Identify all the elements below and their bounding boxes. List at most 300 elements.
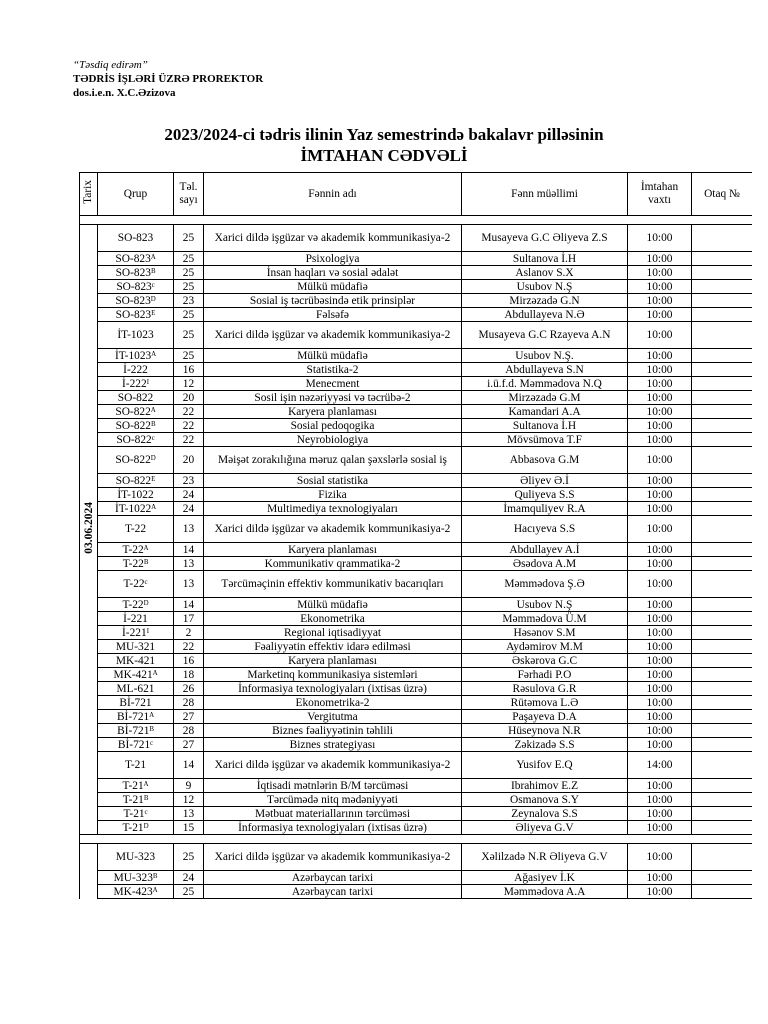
- exam-time-cell: 10:00: [628, 738, 692, 752]
- student-count-cell: 27: [174, 710, 204, 724]
- group-cell: ML-621: [98, 682, 174, 696]
- exam-time-cell: 10:00: [628, 640, 692, 654]
- document-title: [0, 124, 768, 166]
- student-count-cell: 13: [174, 557, 204, 571]
- course-cell: Karyera planlaması: [204, 405, 462, 419]
- student-count-cell: 25: [174, 885, 204, 899]
- course-cell: İnsan haqları və sosial ədalət: [204, 266, 462, 280]
- room-cell: [692, 696, 753, 710]
- student-count-cell: 16: [174, 363, 204, 377]
- group-cell: SO-822ᴮ: [98, 419, 174, 433]
- room-cell: [692, 557, 753, 571]
- course-cell: Neyrobiologiya: [204, 433, 462, 447]
- table-row: [80, 474, 753, 488]
- table-row: [80, 322, 753, 349]
- room-cell: [692, 391, 753, 405]
- room-cell: [692, 626, 753, 640]
- student-count-cell: 25: [174, 252, 204, 266]
- room-cell: [692, 779, 753, 793]
- exam-time-cell: 10:00: [628, 294, 692, 308]
- group-cell: MK-423ᴬ: [98, 885, 174, 899]
- course-cell: Marketinq kommunikasiya sistemləri: [204, 668, 462, 682]
- student-count-cell: 17: [174, 612, 204, 626]
- group-cell: SO-822ᴰ: [98, 447, 174, 474]
- exam-time-cell: 10:00: [628, 557, 692, 571]
- student-count-cell: 22: [174, 405, 204, 419]
- course-cell: Statistika-2: [204, 363, 462, 377]
- exam-time-cell: 10:00: [628, 377, 692, 391]
- group-cell: T-21: [98, 752, 174, 779]
- group-cell: MU-321: [98, 640, 174, 654]
- room-cell: [692, 377, 753, 391]
- exam-time-cell: 10:00: [628, 363, 692, 377]
- table-row: [80, 807, 753, 821]
- exam-time-cell: 10:00: [628, 668, 692, 682]
- student-count-cell: 14: [174, 752, 204, 779]
- course-cell: Sosial iş təcrübəsində etik prinsiplər: [204, 294, 462, 308]
- exam-time-cell: 10:00: [628, 391, 692, 405]
- course-cell: Mülkü müdafiə: [204, 349, 462, 363]
- teacher-cell: Usubov N.Ş: [462, 598, 628, 612]
- course-cell: Fizika: [204, 488, 462, 502]
- student-count-cell: 24: [174, 502, 204, 516]
- room-cell: [692, 349, 753, 363]
- room-cell: [692, 474, 753, 488]
- room-cell: [692, 885, 753, 899]
- room-cell: [692, 447, 753, 474]
- student-count-cell: 24: [174, 871, 204, 885]
- course-cell: Sosial pedoqogika: [204, 419, 462, 433]
- teacher-cell: Məmmədova Ü.M: [462, 612, 628, 626]
- course-cell: Psixologiya: [204, 252, 462, 266]
- student-count-cell: 16: [174, 654, 204, 668]
- room-cell: [692, 821, 753, 835]
- student-count-cell: 18: [174, 668, 204, 682]
- exam-schedule-table: [79, 172, 752, 988]
- group-cell: T-22ᴰ: [98, 598, 174, 612]
- exam-time-cell: 10:00: [628, 266, 692, 280]
- table-row: [80, 668, 753, 682]
- table-row: [80, 710, 753, 724]
- table-row: [80, 626, 753, 640]
- course-cell: Karyera planlaması: [204, 543, 462, 557]
- course-cell: Kommunikativ qrammatika-2: [204, 557, 462, 571]
- student-count-cell: 26: [174, 682, 204, 696]
- exam-time-cell: 14:00: [628, 752, 692, 779]
- teacher-cell: Abdullayev A.İ: [462, 543, 628, 557]
- student-count-cell: 22: [174, 433, 204, 447]
- student-count-cell: 24: [174, 488, 204, 502]
- course-cell: Xarici dildə işgüzar və akademik kommunikasiya-2: [204, 225, 462, 252]
- teacher-cell: Abbasova G.M: [462, 447, 628, 474]
- teacher-cell: Əsədova A.M: [462, 557, 628, 571]
- course-cell: Tərcümədə nitq mədəniyyəti: [204, 793, 462, 807]
- schedule-block-1: [80, 216, 753, 835]
- room-cell: [692, 502, 753, 516]
- table-row: [80, 377, 753, 391]
- group-cell: İT-1023: [98, 322, 174, 349]
- group-cell: MU-323: [98, 844, 174, 871]
- group-cell: SO-822ᶜ: [98, 433, 174, 447]
- approver-title: TƏDRİS İŞLƏRİ ÜZRƏ PROREKTOR: [73, 73, 264, 85]
- student-count-cell: 22: [174, 419, 204, 433]
- group-cell: MU-323ᴮ: [98, 871, 174, 885]
- room-cell: [692, 543, 753, 557]
- course-cell: Multimediya texnologiyaları: [204, 502, 462, 516]
- group-cell: SO-823ᴱ: [98, 308, 174, 322]
- teacher-cell: Sultanova İ.H: [462, 419, 628, 433]
- student-count-cell: 9: [174, 779, 204, 793]
- course-cell: Biznes strategiyası: [204, 738, 462, 752]
- exam-time-cell: 10:00: [628, 543, 692, 557]
- exam-date-cell: [80, 225, 98, 835]
- course-cell: Ekonometrika-2: [204, 696, 462, 710]
- exam-time-cell: 10:00: [628, 349, 692, 363]
- group-cell: T-22ᴬ: [98, 543, 174, 557]
- student-count-cell: 23: [174, 294, 204, 308]
- room-cell: [692, 516, 753, 543]
- student-count-cell: 12: [174, 377, 204, 391]
- student-count-cell: 28: [174, 696, 204, 710]
- group-cell: T-21ᴬ: [98, 779, 174, 793]
- exam-time-cell: 10:00: [628, 488, 692, 502]
- approver-name: dos.i.e.n. X.C.Əzizova: [73, 87, 176, 99]
- block-separator: [80, 216, 753, 225]
- teacher-cell: Rəsulova G.R: [462, 682, 628, 696]
- group-cell: Bİ-721ᴮ: [98, 724, 174, 738]
- table-row: [80, 779, 753, 793]
- exam-time-cell: 10:00: [628, 724, 692, 738]
- group-cell: SO-822ᴬ: [98, 405, 174, 419]
- teacher-cell: Usubov N.Ş.: [462, 349, 628, 363]
- exam-time-cell: 10:00: [628, 516, 692, 543]
- table-row: [80, 844, 753, 871]
- group-cell: T-22ᶜ: [98, 571, 174, 598]
- table-row: [80, 738, 753, 752]
- teacher-cell: Osmanova S.Y: [462, 793, 628, 807]
- header-date: Tarix: [80, 173, 98, 216]
- course-cell: Regional iqtisadiyyat: [204, 626, 462, 640]
- table-row: [80, 654, 753, 668]
- table-row: [80, 682, 753, 696]
- room-cell: [692, 419, 753, 433]
- header-count: Təl. sayı: [174, 173, 204, 216]
- exam-time-cell: 10:00: [628, 779, 692, 793]
- room-cell: [692, 752, 753, 779]
- room-cell: [692, 807, 753, 821]
- teacher-cell: Zeynalova S.S: [462, 807, 628, 821]
- group-cell: SO-822ᴱ: [98, 474, 174, 488]
- group-cell: Bİ-721ᴬ: [98, 710, 174, 724]
- course-cell: Məişət zorakılığına məruz qalan şəxslərlə sosial iş: [204, 447, 462, 474]
- exam-time-cell: 10:00: [628, 474, 692, 488]
- group-cell: SO-823ᴬ: [98, 252, 174, 266]
- exam-time-cell: 10:00: [628, 225, 692, 252]
- room-cell: [692, 654, 753, 668]
- exam-time-cell: 10:00: [628, 280, 692, 294]
- room-cell: [692, 571, 753, 598]
- student-count-cell: 25: [174, 225, 204, 252]
- teacher-cell: Məmmədova Ş.Ə: [462, 571, 628, 598]
- exam-time-cell: 10:00: [628, 433, 692, 447]
- teacher-cell: Aslanov S.X: [462, 266, 628, 280]
- room-cell: [692, 598, 753, 612]
- table-row: [80, 821, 753, 835]
- approval-header: [73, 58, 263, 100]
- table-row: [80, 516, 753, 543]
- course-cell: Xarici dildə işgüzar və akademik kommunikasiya-2: [204, 516, 462, 543]
- block-separator: [80, 835, 753, 844]
- table-row: [80, 252, 753, 266]
- table-row: [80, 266, 753, 280]
- group-cell: MK-421: [98, 654, 174, 668]
- course-cell: Menecment: [204, 377, 462, 391]
- course-cell: Fəaliyyətin effektiv idarə edilməsi: [204, 640, 462, 654]
- room-cell: [692, 294, 753, 308]
- course-cell: Tərcüməçinin effektiv kommunikativ bacarıqları: [204, 571, 462, 598]
- teacher-cell: Əliyeva G.V: [462, 821, 628, 835]
- table-row: [80, 280, 753, 294]
- student-count-cell: 13: [174, 571, 204, 598]
- student-count-cell: 28: [174, 724, 204, 738]
- student-count-cell: 15: [174, 821, 204, 835]
- teacher-cell: Ağasiyev İ.K: [462, 871, 628, 885]
- course-cell: Azərbaycan tarixi: [204, 885, 462, 899]
- group-cell: İT-1023ᴬ: [98, 349, 174, 363]
- header-group: Qrup: [98, 173, 174, 216]
- course-cell: Sosial statistika: [204, 474, 462, 488]
- exam-date: 03.06.2024: [82, 502, 95, 554]
- room-cell: [692, 280, 753, 294]
- group-cell: T-22ᴮ: [98, 557, 174, 571]
- exam-time-cell: 10:00: [628, 871, 692, 885]
- course-cell: Karyera planlaması: [204, 654, 462, 668]
- course-cell: Sosil işin nəzəriyyəsi və təcrübə-2: [204, 391, 462, 405]
- course-cell: Fəlsəfə: [204, 308, 462, 322]
- exam-time-cell: 10:00: [628, 696, 692, 710]
- teacher-cell: Aydəmirov M.M: [462, 640, 628, 654]
- student-count-cell: 25: [174, 844, 204, 871]
- exam-time-cell: 10:00: [628, 252, 692, 266]
- course-cell: İnformasiya texnologiyaları (ixtisas üzrə): [204, 821, 462, 835]
- course-cell: Mülkü müdafiə: [204, 280, 462, 294]
- table-row: [80, 557, 753, 571]
- room-cell: [692, 488, 753, 502]
- exam-time-cell: 10:00: [628, 844, 692, 871]
- table-row: [80, 308, 753, 322]
- group-cell: İ-221: [98, 612, 174, 626]
- student-count-cell: 23: [174, 474, 204, 488]
- student-count-cell: 25: [174, 266, 204, 280]
- group-cell: SO-822: [98, 391, 174, 405]
- exam-time-cell: 10:00: [628, 885, 692, 899]
- group-cell: SO-823: [98, 225, 174, 252]
- student-count-cell: 13: [174, 807, 204, 821]
- teacher-cell: Paşayeva D.A: [462, 710, 628, 724]
- approval-note: “Təsdiq edirəm”: [73, 59, 148, 71]
- teacher-cell: Musayeva G.C Əliyeva Z.S: [462, 225, 628, 252]
- table-row: [80, 752, 753, 779]
- teacher-cell: Fərhadi P.O: [462, 668, 628, 682]
- group-cell: İ-221ᴵ: [98, 626, 174, 640]
- exam-time-cell: 10:00: [628, 793, 692, 807]
- teacher-cell: Hüseynova N.R: [462, 724, 628, 738]
- group-cell: İT-1022ᴬ: [98, 502, 174, 516]
- exam-time-cell: 10:00: [628, 447, 692, 474]
- room-cell: [692, 871, 753, 885]
- table-row: [80, 543, 753, 557]
- room-cell: [692, 266, 753, 280]
- exam-time-cell: 10:00: [628, 626, 692, 640]
- teacher-cell: Xəlilzadə N.R Əliyeva G.V: [462, 844, 628, 871]
- exam-time-cell: 10:00: [628, 710, 692, 724]
- exam-time-cell: 10:00: [628, 571, 692, 598]
- teacher-cell: Kamandari A.A: [462, 405, 628, 419]
- table-row: [80, 405, 753, 419]
- teacher-cell: Məmmədova A.A: [462, 885, 628, 899]
- course-cell: Ekonometrika: [204, 612, 462, 626]
- room-cell: [692, 612, 753, 626]
- exam-date-cell: [80, 844, 98, 899]
- student-count-cell: 25: [174, 280, 204, 294]
- course-cell: Biznes fəaliyyətinin təhlili: [204, 724, 462, 738]
- course-cell: Xarici dildə işgüzar və akademik kommunikasiya-2: [204, 322, 462, 349]
- student-count-cell: 25: [174, 322, 204, 349]
- exam-time-cell: 10:00: [628, 682, 692, 696]
- exam-time-cell: 10:00: [628, 807, 692, 821]
- student-count-cell: 22: [174, 640, 204, 654]
- table-row: [80, 349, 753, 363]
- header-course: Fənnin adı: [204, 173, 462, 216]
- teacher-cell: Həsənov S.M: [462, 626, 628, 640]
- teacher-cell: Zəkizadə S.S: [462, 738, 628, 752]
- student-count-cell: 20: [174, 447, 204, 474]
- teacher-cell: Mövsümova T.F: [462, 433, 628, 447]
- header-room: Otaq №: [692, 173, 753, 216]
- course-cell: Xarici dildə işgüzar və akademik kommunikasiya-2: [204, 752, 462, 779]
- teacher-cell: Quliyeva S.S: [462, 488, 628, 502]
- group-cell: MK-421ᴬ: [98, 668, 174, 682]
- course-cell: İqtisadi mətnlərin B/M tərcüməsi: [204, 779, 462, 793]
- table-row: [80, 640, 753, 654]
- group-cell: SO-823ᴮ: [98, 266, 174, 280]
- header-teacher: Fənn müəllimi: [462, 173, 628, 216]
- room-cell: [692, 724, 753, 738]
- room-cell: [692, 433, 753, 447]
- teacher-cell: Abdullayeva S.N: [462, 363, 628, 377]
- course-cell: İnformasiya texnologiyaları (ixtisas üzrə): [204, 682, 462, 696]
- table-row: [80, 724, 753, 738]
- teacher-cell: Əliyev Ə.İ: [462, 474, 628, 488]
- teacher-cell: Usubov N.Ş: [462, 280, 628, 294]
- group-cell: SO-823ᴰ: [98, 294, 174, 308]
- student-count-cell: 14: [174, 543, 204, 557]
- teacher-cell: Musayeva G.C Rzayeva A.N: [462, 322, 628, 349]
- teacher-cell: Sultanova İ.H: [462, 252, 628, 266]
- exam-time-cell: 10:00: [628, 612, 692, 626]
- course-cell: Vergitutma: [204, 710, 462, 724]
- group-cell: Bİ-721: [98, 696, 174, 710]
- room-cell: [692, 844, 753, 871]
- teacher-cell: i.ü.f.d. Məmmədova N.Q: [462, 377, 628, 391]
- schedule-block-2: [80, 835, 753, 899]
- room-cell: [692, 225, 753, 252]
- group-cell: İ-222: [98, 363, 174, 377]
- table-row: [80, 502, 753, 516]
- room-cell: [692, 640, 753, 654]
- student-count-cell: 20: [174, 391, 204, 405]
- teacher-cell: Yusifov E.Q: [462, 752, 628, 779]
- course-cell: Azərbaycan tarixi: [204, 871, 462, 885]
- table-row: [80, 447, 753, 474]
- exam-time-cell: 10:00: [628, 502, 692, 516]
- room-cell: [692, 710, 753, 724]
- room-cell: [692, 738, 753, 752]
- student-count-cell: 13: [174, 516, 204, 543]
- table-row: [80, 225, 753, 252]
- exam-time-cell: 10:00: [628, 405, 692, 419]
- exam-time-cell: 10:00: [628, 821, 692, 835]
- table-header-row: [80, 173, 753, 216]
- table-row: [80, 488, 753, 502]
- table-row: [80, 294, 753, 308]
- exam-time-cell: 10:00: [628, 308, 692, 322]
- table-row: [80, 363, 753, 377]
- room-cell: [692, 793, 753, 807]
- table-row: [80, 793, 753, 807]
- room-cell: [692, 682, 753, 696]
- table-row: [80, 391, 753, 405]
- student-count-cell: 14: [174, 598, 204, 612]
- teacher-cell: İmamquliyev R.A: [462, 502, 628, 516]
- student-count-cell: 27: [174, 738, 204, 752]
- course-cell: Mülkü müdafiə: [204, 598, 462, 612]
- title-line-1: 2023/2024-ci tədris ilinin Yaz semestrində bakalavr pilləsinin: [164, 125, 604, 144]
- teacher-cell: Abdullayeva N.Ə: [462, 308, 628, 322]
- group-cell: T-21ᶜ: [98, 807, 174, 821]
- title-line-2: İMTAHAN CƏDVƏLİ: [300, 146, 468, 165]
- group-cell: T-21ᴰ: [98, 821, 174, 835]
- table-row: [80, 598, 753, 612]
- table-row: [80, 571, 753, 598]
- teacher-cell: Ibrahimov E.Z: [462, 779, 628, 793]
- group-cell: İT-1022: [98, 488, 174, 502]
- group-cell: SO-823ᶜ: [98, 280, 174, 294]
- table-row: [80, 433, 753, 447]
- student-count-cell: 25: [174, 308, 204, 322]
- exam-time-cell: 10:00: [628, 598, 692, 612]
- teacher-cell: Rütəmova L.Ə: [462, 696, 628, 710]
- group-cell: İ-222ᴵ: [98, 377, 174, 391]
- table-row: [80, 871, 753, 885]
- header-time: İmtahan vaxtı: [628, 173, 692, 216]
- teacher-cell: Mirzəzadə G.M: [462, 391, 628, 405]
- group-cell: T-21ᴮ: [98, 793, 174, 807]
- student-count-cell: 2: [174, 626, 204, 640]
- student-count-cell: 12: [174, 793, 204, 807]
- table-row: [80, 419, 753, 433]
- teacher-cell: Mirzəzadə G.N: [462, 294, 628, 308]
- student-count-cell: 25: [174, 349, 204, 363]
- course-cell: Xarici dildə işgüzar və akademik kommunikasiya-2: [204, 844, 462, 871]
- room-cell: [692, 252, 753, 266]
- group-cell: T-22: [98, 516, 174, 543]
- exam-time-cell: 10:00: [628, 419, 692, 433]
- table-row: [80, 612, 753, 626]
- exam-time-cell: 10:00: [628, 322, 692, 349]
- exam-time-cell: 10:00: [628, 654, 692, 668]
- teacher-cell: Əskərova G.C: [462, 654, 628, 668]
